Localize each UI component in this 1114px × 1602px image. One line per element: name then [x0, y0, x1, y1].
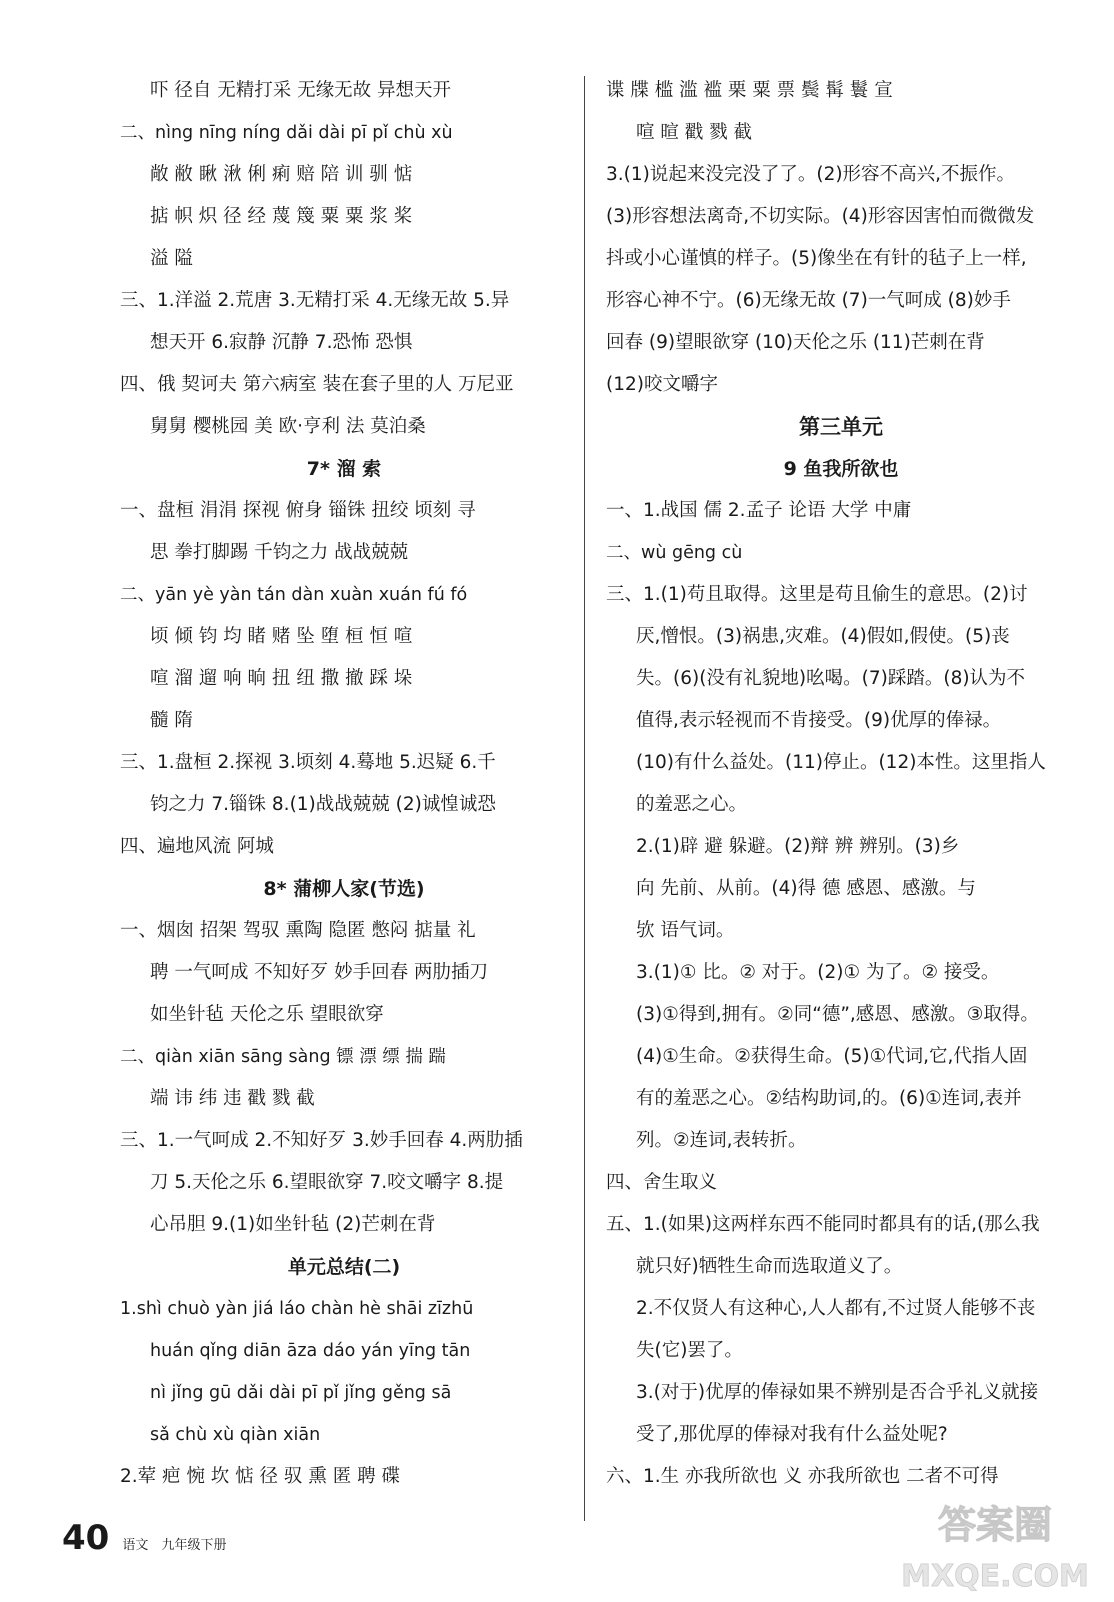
grade-label: 九年级下册 [161, 1538, 227, 1553]
text-line: 四、舍生取义 [606, 1172, 718, 1193]
text-line: 敞 敝 瞅 湫 俐 痢 赔 陪 训 驯 惦 [150, 164, 413, 185]
text-line: 二、wù gēng cù [606, 543, 743, 563]
page-footer [62, 1518, 227, 1558]
text-line: 列。②连词,表转折。 [636, 1130, 807, 1151]
column-divider [584, 76, 585, 1521]
text-line: 3.(1)说起来没完没了了。(2)形容不高兴,不振作。 [606, 164, 1015, 185]
text-line: 舅舅 樱桃园 美 欧·亨利 法 莫泊桑 [150, 416, 426, 437]
text-line: (4)①生命。②获得生命。(5)①代词,它,代指人固 [636, 1046, 1028, 1067]
text-line: 值得,表示轻视而不肯接受。(9)优厚的俸禄。 [636, 710, 1002, 731]
text-line: 喧 溜 遛 响 晌 扭 纽 撒 撤 踩 垛 [150, 668, 413, 689]
text-line: 2.荤 疤 惋 坎 惦 径 驭 熏 匿 聘 碟 [120, 1466, 400, 1487]
text-line: 髓 隋 [150, 710, 193, 731]
text-line: 失。(6)(没有礼貌地)吆喝。(7)踩踏。(8)认为不 [636, 668, 1026, 689]
text-line: 溢 隘 [150, 248, 193, 269]
text-line: 2.不仅贤人有这种心,人人都有,不过贤人能够不丧 [636, 1298, 1036, 1319]
text-line: 谍 牒 槛 滥 褴 栗 粟 票 鬓 髯 鬟 宣 [606, 80, 893, 101]
right-column [606, 70, 1076, 1498]
text-line: 3.(1)① 比。② 对于。(2)① 为了。② 接受。 [636, 962, 1000, 983]
text-line: 有的羞恶之心。②结构助词,的。(6)①连词,表并 [636, 1088, 1022, 1109]
left-column [120, 70, 568, 1498]
watermark-logo [890, 1494, 1100, 1598]
text-line: 二、qiàn xiān sāng sàng 镖 漂 缥 揣 踹 [120, 1047, 446, 1067]
text-line: 思 拳打脚踢 千钧之力 战战兢兢 [150, 542, 409, 563]
text-line: 顷 倾 钧 均 睹 赌 坠 堕 桓 恒 喧 [150, 626, 413, 647]
section-heading: 7* 溜 索 [306, 458, 382, 480]
text-line: (10)有什么益处。(11)停止。(12)本性。这里指人 [636, 752, 1046, 773]
text-line: 1.shì chuò yàn jiá láo chàn hè shāi zīzhū [120, 1299, 474, 1319]
text-line: 刀 5.天伦之乐 6.望眼欲穿 7.咬文嚼字 8.提 [150, 1172, 504, 1193]
text-line: 聘 一气呵成 不知好歹 妙手回春 两肋插刀 [150, 962, 489, 983]
text-line: 就只好)牺牲生命而选取道义了。 [636, 1256, 903, 1277]
text-line: 吓 径自 无精打采 无缘无故 异想天开 [150, 80, 452, 101]
text-line: 形容心神不宁。(6)无缘无故 (7)一气呵成 (8)妙手 [606, 290, 1011, 311]
text-line: 三、1.洋溢 2.荒唐 3.无精打采 4.无缘无故 5.异 [120, 290, 510, 311]
text-line: 向 先前、从前。(4)得 德 感恩、感激。与 [636, 878, 976, 899]
text-line: 钧之力 7.锱铢 8.(1)战战兢兢 (2)诚惶诚恐 [150, 794, 496, 815]
text-line: 三、1.一气呵成 2.不知好歹 3.妙手回春 4.两肋插 [120, 1130, 523, 1151]
text-line: 四、俄 契诃夫 第六病室 装在套子里的人 万尼亚 [120, 374, 514, 395]
text-line: 端 讳 纬 违 戳 戮 截 [150, 1088, 315, 1109]
section-heading: 9 鱼我所欲也 [783, 458, 899, 480]
text-line: 掂 帜 炽 径 经 蔑 篾 粟 粟 浆 桨 [150, 206, 413, 227]
text-line: 的羞恶之心。 [636, 794, 748, 815]
text-line: 心吊胆 9.(1)如坐针毡 (2)芒刺在背 [150, 1214, 436, 1235]
text-line: 受了,那优厚的俸禄对我有什么益处呢? [636, 1424, 948, 1445]
text-line: 一、盘桓 涓涓 探视 俯身 锱铢 扭绞 顷刻 寻 [120, 500, 476, 521]
text-line: 一、烟囱 招架 驾驭 熏陶 隐匿 憋闷 掂量 礼 [120, 920, 476, 941]
text-line: (3)①得到,拥有。②同“德”,感恩、感激。③取得。 [636, 1004, 1039, 1025]
text-line: 回春 (9)望眼欲穿 (10)天伦之乐 (11)芒刺在背 [606, 332, 985, 353]
text-line: 三、1.(1)苟且取得。这里是苟且偷生的意思。(2)讨 [606, 584, 1028, 605]
text-line: nì jǐng gū dǎi dài pī pǐ jǐng gěng sā [150, 1383, 452, 1403]
text-line: 二、yān yè yàn tán dàn xuàn xuán fú fó [120, 585, 468, 605]
text-line: 三、1.盘桓 2.探视 3.顷刻 4.蓦地 5.迟疑 6.千 [120, 752, 496, 773]
text-line: 欤 语气词。 [636, 920, 735, 941]
text-line: (3)形容想法离奇,不切实际。(4)形容因害怕而微微发 [606, 206, 1035, 227]
text-line: 五、1.(如果)这两样东西不能同时都具有的话,(那么我 [606, 1214, 1040, 1235]
text-line: 如坐针毡 天伦之乐 望眼欲穿 [150, 1004, 384, 1025]
text-line: 抖或小心谨慎的样子。(5)像坐在有针的毡子上一样, [606, 248, 1027, 269]
text-line: 二、nìng nīng níng dǎi dài pī pǐ chù xù [120, 123, 453, 143]
text-line: sǎ chù xù qiàn xiān [150, 1425, 321, 1445]
text-line: 一、1.战国 儒 2.孟子 论语 大学 中庸 [606, 500, 912, 521]
text-line: huán qǐng diān āza dáo yán yīng tān [150, 1341, 471, 1361]
text-line: 厌,憎恨。(3)祸患,灾难。(4)假如,假使。(5)丧 [636, 626, 1010, 647]
subject-label: 语文 [122, 1538, 149, 1553]
text-line: 六、1.生 亦我所欲也 义 亦我所欲也 二者不可得 [606, 1466, 999, 1487]
text-line: 2.(1)辟 避 躲避。(2)辩 辨 辨别。(3)乡 [636, 836, 960, 857]
text-line: 四、遍地风流 阿城 [120, 836, 274, 857]
text-line: 想天开 6.寂静 沉静 7.恐怖 恐惧 [150, 332, 413, 353]
watermark-title: 答案圈 [937, 1503, 1053, 1547]
text-line: (12)咬文嚼字 [606, 374, 718, 395]
page-number: 40 [62, 1518, 110, 1558]
section-heading: 单元总结(二) [287, 1256, 401, 1278]
text-line: 失(它)罢了。 [636, 1340, 743, 1361]
text-line: 喧 暄 戳 戮 截 [636, 122, 753, 143]
section-heading: 8* 蒲柳人家(节选) [263, 878, 425, 900]
section-heading: 第三单元 [799, 415, 883, 439]
watermark-url: MXQE.COM [901, 1559, 1089, 1594]
text-line: 3.(对于)优厚的俸禄如果不辨别是否合乎礼义就接 [636, 1382, 1039, 1403]
